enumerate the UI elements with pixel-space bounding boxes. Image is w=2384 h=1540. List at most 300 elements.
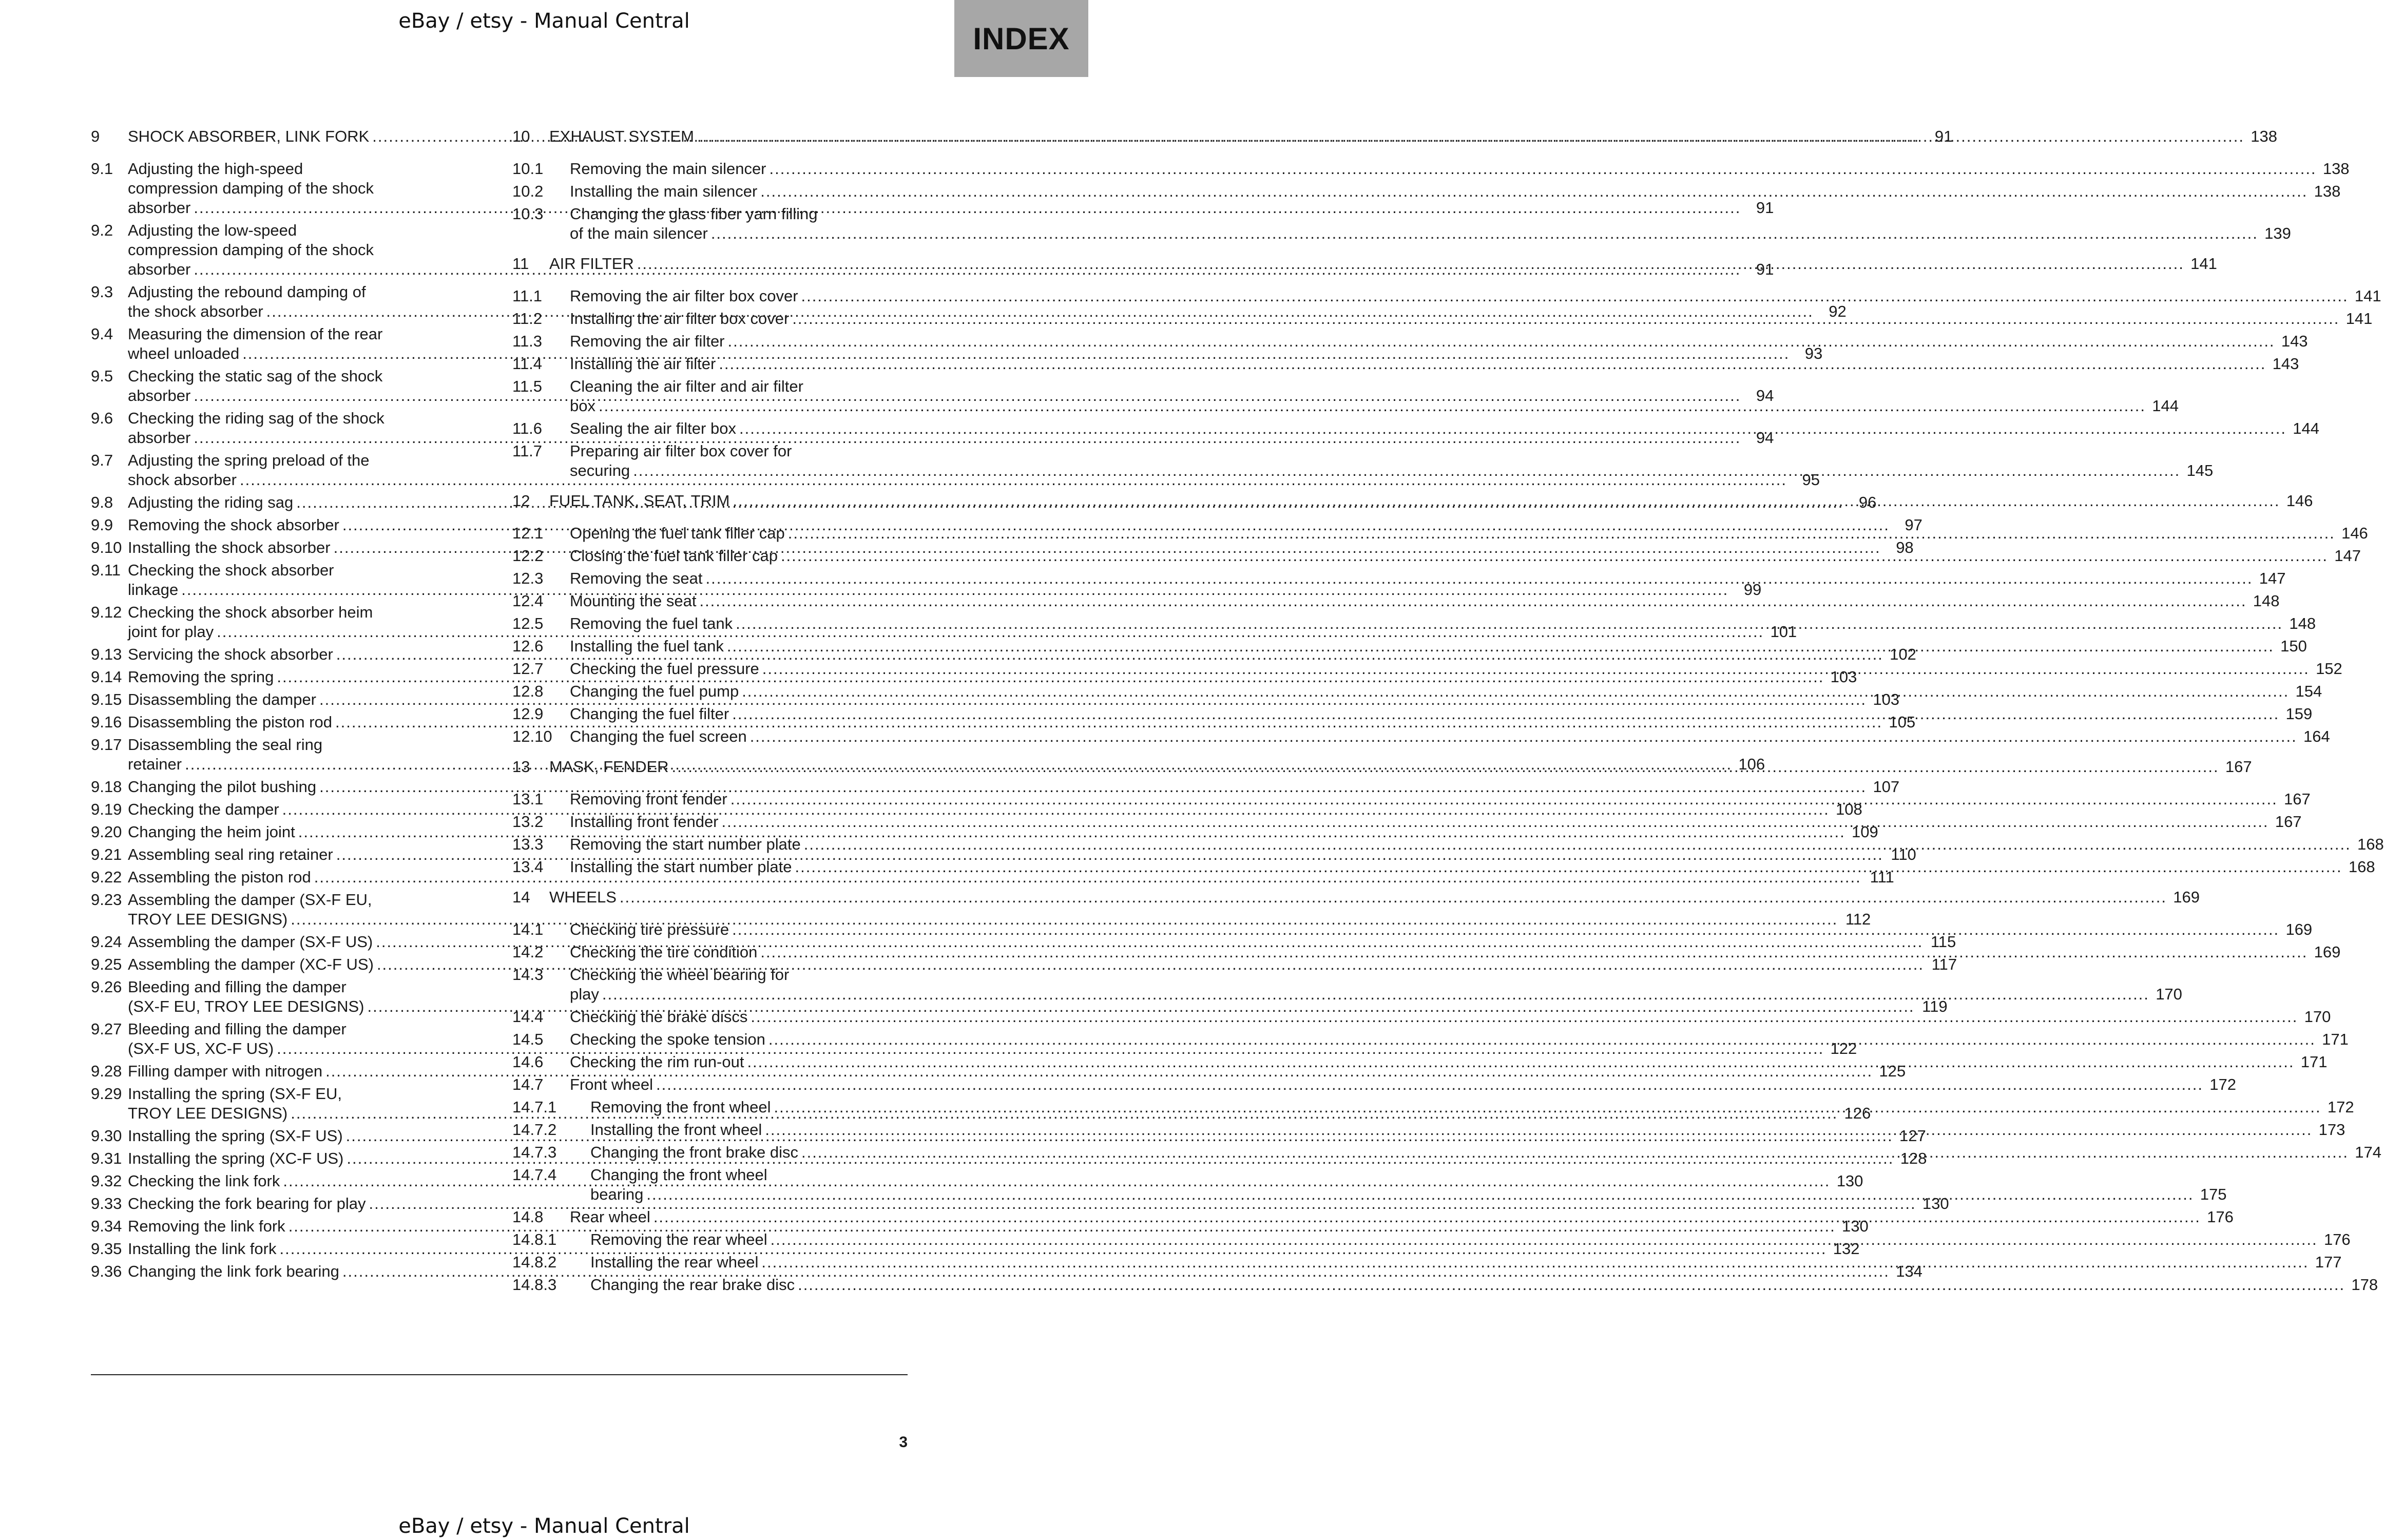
entry-number: 12.8 xyxy=(512,682,544,700)
entry-page: 145 xyxy=(2186,461,2214,479)
entry-title-line: Preparing air filter box cover for xyxy=(570,442,792,460)
dot-leader xyxy=(699,591,2246,611)
dot-leader xyxy=(672,758,2219,776)
dot-leader xyxy=(730,790,2278,809)
section-title: WHEELS xyxy=(549,888,617,906)
entry-title: Removing the main silencer xyxy=(570,160,766,178)
entry-page: 170 xyxy=(2304,1008,2331,1026)
entry-number: 13.2 xyxy=(512,813,544,831)
entry-number: 11.6 xyxy=(512,419,543,437)
entry-title-line: Measuring the dimension of the rear xyxy=(128,325,383,343)
entry-number: 14.7.3 xyxy=(512,1143,557,1161)
entry-title: Removing the fuel tank xyxy=(570,614,733,632)
section-page: 141 xyxy=(2190,255,2217,273)
entry-number: 9.25 xyxy=(91,955,122,973)
entry-page: 134 xyxy=(1896,1262,1922,1280)
entry-page: 103 xyxy=(1830,668,1857,686)
entry-number: 10.3 xyxy=(512,205,544,223)
entry-title-line: Changing the glass fiber yarn filling xyxy=(570,205,818,223)
entry-number: 11.3 xyxy=(512,332,543,350)
entry-title: Checking the rim run-out xyxy=(570,1053,744,1071)
toc-entry[interactable] xyxy=(91,777,1900,797)
entry-number: 12.1 xyxy=(512,524,544,542)
entry-title: Checking the link fork xyxy=(128,1172,280,1190)
section-title: AIR FILTER xyxy=(549,255,634,273)
entry-number: 12.6 xyxy=(512,637,544,655)
entry-number: 9.22 xyxy=(91,868,122,886)
entry-title: Disassembling the piston rod xyxy=(128,713,333,731)
section-page: 91 xyxy=(1934,127,1953,145)
entry-title: Installing the air filter xyxy=(570,355,716,373)
entry-title: Adjusting the riding sag xyxy=(128,493,294,511)
entry-title: Checking the damper xyxy=(128,800,279,818)
entry-title-line: Adjusting the high-speed xyxy=(128,160,303,178)
entry-title: Removing the air filter box cover xyxy=(570,287,798,305)
dot-leader xyxy=(732,704,2279,724)
entry-number: 14.8.2 xyxy=(512,1253,557,1271)
entry-title-line: Bleeding and filling the damper xyxy=(128,978,347,996)
entry-title: Installing the fuel tank xyxy=(570,637,724,655)
dot-leader xyxy=(792,309,2339,329)
watermark-top: eBay / etsy - Manual Central xyxy=(398,9,690,33)
entry-title: Removing the link fork xyxy=(128,1217,285,1235)
toc-entry[interactable] xyxy=(512,727,2330,746)
entry-number: 14.3 xyxy=(512,966,544,984)
entry-page: 91 xyxy=(1756,199,1774,217)
entry-title: Installing the start number plate xyxy=(570,858,792,876)
entry-page: 176 xyxy=(2207,1208,2234,1226)
section-title: EXHAUST SYSTEM xyxy=(549,127,694,145)
entry-number: 9.10 xyxy=(91,538,122,556)
toc-entry[interactable] xyxy=(512,965,2182,1004)
entry-number: 14.7 xyxy=(512,1075,544,1093)
entry-title: the shock absorber xyxy=(128,302,263,320)
entry-title-row xyxy=(570,1075,2237,1094)
entry-title: Changing the fuel screen xyxy=(570,727,747,745)
entry-page: 130 xyxy=(1922,1195,1949,1212)
index-tab[interactable]: INDEX xyxy=(954,0,1088,77)
entry-page: 147 xyxy=(2259,569,2286,587)
toc-entry[interactable] xyxy=(512,159,2350,179)
entry-page: 169 xyxy=(2285,920,2313,938)
entry-page: 94 xyxy=(1756,429,1774,447)
entry-number: 9.6 xyxy=(91,409,113,427)
entry-number: 9.16 xyxy=(91,713,122,731)
entry-number: 14.1 xyxy=(512,920,544,938)
entry-title: Changing the front brake disc xyxy=(590,1143,798,1161)
entry-number: 9.30 xyxy=(91,1127,122,1145)
page-number: 3 xyxy=(899,1434,908,1451)
entry-number: 14.7.1 xyxy=(512,1098,557,1116)
entry-text xyxy=(570,159,2350,179)
entry-page: 130 xyxy=(1842,1217,1869,1235)
entry-page: 150 xyxy=(2280,637,2307,655)
entry-text xyxy=(570,1007,2331,1027)
toc-entry[interactable] xyxy=(512,182,2341,201)
entry-number: 10.1 xyxy=(512,160,544,178)
entry-page: 92 xyxy=(1829,302,1847,320)
entry-title-line: Adjusting the spring preload of the xyxy=(128,451,370,469)
entry-title: Assembling the damper (SX-F US) xyxy=(128,933,373,951)
entry-title-row xyxy=(570,920,2313,939)
entry-page: 146 xyxy=(2341,524,2368,542)
entry-title: Assembling the piston rod xyxy=(128,868,311,886)
entry-title: of the main silencer xyxy=(570,224,708,242)
entry-number: 14.8.3 xyxy=(512,1276,557,1294)
entry-number: 9.3 xyxy=(91,283,113,301)
entry-number: 9.8 xyxy=(91,493,113,511)
entry-title-line: Bleeding and filling the damper xyxy=(128,1020,347,1038)
dot-leader xyxy=(747,1052,2294,1072)
dot-leader xyxy=(732,920,2279,939)
entry-title: box xyxy=(570,397,595,415)
dot-leader xyxy=(733,492,2280,510)
entry-page: 103 xyxy=(1873,690,1900,708)
entry-page: 178 xyxy=(2351,1276,2378,1294)
toc-entry[interactable] xyxy=(512,286,2381,306)
entry-page: 177 xyxy=(2315,1253,2342,1271)
entry-page: 106 xyxy=(1738,755,1765,773)
entry-text xyxy=(570,332,2308,351)
toc-entry[interactable] xyxy=(512,1275,2378,1295)
entry-title-line: Checking the shock absorber heim xyxy=(128,603,373,621)
toc-entry[interactable] xyxy=(512,591,2280,611)
entry-number: 13.1 xyxy=(512,790,544,808)
dot-leader xyxy=(795,857,2342,877)
entry-page: 97 xyxy=(1905,516,1922,534)
toc-entry[interactable] xyxy=(512,1007,2331,1027)
entry-title-line: Checking the static sag of the shock xyxy=(128,367,383,385)
entry-number: 10.2 xyxy=(512,182,544,200)
entry-title-row xyxy=(570,727,2330,746)
entry-title: Removing the seat xyxy=(570,569,703,587)
entry-title: Servicing the shock absorber xyxy=(128,645,333,663)
entry-page: 91 xyxy=(1756,260,1774,278)
dot-leader xyxy=(774,1098,2321,1117)
entry-title: Installing the front wheel xyxy=(590,1121,762,1139)
entry-title-row xyxy=(128,777,1900,797)
entry-page: 138 xyxy=(2322,160,2350,178)
entry-title-row xyxy=(570,569,2286,588)
dot-leader xyxy=(739,419,2286,438)
entry-number: 14.4 xyxy=(512,1008,544,1026)
entry-title: joint for play xyxy=(128,623,214,641)
dot-leader xyxy=(750,727,2297,746)
entry-page: 172 xyxy=(2327,1098,2354,1116)
section-page: 146 xyxy=(2286,492,2313,510)
entry-page: 176 xyxy=(2323,1230,2351,1248)
entry-title-row xyxy=(590,1275,2378,1295)
entry-number: 9.29 xyxy=(91,1085,122,1103)
entry-number: 9.26 xyxy=(91,978,122,996)
entry-title: bearing xyxy=(590,1185,644,1203)
entry-number: 9.32 xyxy=(91,1172,122,1190)
entry-page: 167 xyxy=(2275,813,2302,831)
dot-leader xyxy=(653,1207,2201,1227)
entry-title: Removing the air filter xyxy=(570,332,725,350)
dot-leader xyxy=(801,286,2349,306)
entry-title: TROY LEE DESIGNS) xyxy=(128,910,288,928)
entry-page: 94 xyxy=(1756,387,1774,405)
dot-leader xyxy=(620,888,2167,907)
entry-page: 93 xyxy=(1804,344,1823,362)
dot-leader xyxy=(656,1075,2203,1094)
entry-page: 96 xyxy=(1858,493,1877,511)
section-page: 169 xyxy=(2173,888,2200,906)
entry-number: 12.2 xyxy=(512,547,544,565)
entry-title-row xyxy=(128,1194,1949,1214)
entry-page: 125 xyxy=(1879,1062,1906,1080)
dot-leader xyxy=(736,614,2283,633)
section-title: SHOCK ABSORBER, LINK FORK xyxy=(128,127,370,145)
dot-leader xyxy=(761,1253,2309,1272)
entry-number: 11.2 xyxy=(512,310,543,328)
section-title-line xyxy=(549,492,2313,510)
entry-number: 9.17 xyxy=(91,736,122,754)
entry-page: 95 xyxy=(1802,471,1820,489)
entry-number: 14.7.4 xyxy=(512,1166,557,1184)
entry-title: Rear wheel xyxy=(570,1208,650,1226)
section-title-line xyxy=(549,758,2252,776)
entry-title: Removing the shock absorber xyxy=(128,516,339,534)
dot-leader xyxy=(770,159,2317,179)
entry-number: 9.31 xyxy=(91,1149,122,1167)
entry-title: Changing the rear brake disc xyxy=(590,1276,795,1294)
entry-number: 9.28 xyxy=(91,1062,122,1080)
entry-title-row xyxy=(570,985,2182,1004)
entry-number: 14.5 xyxy=(512,1030,544,1048)
entry-title: shock absorber xyxy=(128,471,237,489)
section-number: 10 xyxy=(512,127,530,145)
entry-number: 9.21 xyxy=(91,845,122,863)
entry-title: Checking the fork bearing for play xyxy=(128,1195,366,1212)
entry-number: 9.5 xyxy=(91,367,113,385)
entry-title-row xyxy=(128,580,1762,600)
entry-number: 9.9 xyxy=(91,516,113,534)
entry-page: 130 xyxy=(1836,1172,1863,1190)
entry-title: Removing the spring xyxy=(128,668,274,686)
entry-number: 9.1 xyxy=(91,160,113,178)
entry-page: 167 xyxy=(2284,790,2311,808)
entry-title: Installing the air filter box cover xyxy=(570,310,790,328)
entry-title-line: Installing the spring (SX-F EU, xyxy=(128,1085,342,1103)
dot-leader xyxy=(781,546,2328,566)
entry-number: 9.35 xyxy=(91,1240,122,1258)
entry-page: 148 xyxy=(2253,592,2280,610)
entry-title: Checking the brake discs xyxy=(570,1008,748,1026)
section-number: 11 xyxy=(512,255,529,273)
entry-number: 11.5 xyxy=(512,377,543,395)
entry-page: 108 xyxy=(1835,800,1862,818)
entry-title: Checking the tire condition xyxy=(570,943,758,961)
dot-leader xyxy=(697,127,2244,146)
entry-title: Changing the link fork bearing xyxy=(128,1262,339,1280)
dot-leader xyxy=(788,524,2335,543)
section-number: 14 xyxy=(512,888,530,906)
entry-page: 144 xyxy=(2293,419,2320,437)
dot-leader xyxy=(771,1230,2318,1249)
entry-text xyxy=(570,591,2280,611)
entry-text xyxy=(570,354,2299,374)
entry-number: 13.3 xyxy=(512,835,544,853)
entry-title-row xyxy=(128,868,1894,887)
entry-title: absorber xyxy=(128,387,191,405)
entry-title: Checking tire pressure xyxy=(570,920,729,938)
entry-page: 141 xyxy=(2345,310,2373,328)
dot-leader xyxy=(801,1143,2349,1162)
dot-leader xyxy=(599,396,2146,416)
entry-text xyxy=(570,965,2182,1004)
entry-title: Changing the pilot bushing xyxy=(128,778,317,796)
section-title: FUEL TANK, SEAT, TRIM xyxy=(549,492,730,510)
entry-title-row xyxy=(128,800,1862,819)
entry-number: 14.2 xyxy=(512,943,544,961)
entry-page: 154 xyxy=(2295,682,2322,700)
entry-text xyxy=(570,569,2286,588)
entry-number: 13.4 xyxy=(512,858,544,876)
entry-page: 168 xyxy=(2357,835,2384,853)
entry-title: Installing the main silencer xyxy=(570,182,758,200)
entry-page: 105 xyxy=(1889,713,1916,731)
entry-number: 14.8.1 xyxy=(512,1230,557,1248)
entry-text xyxy=(570,182,2341,201)
entry-number: 9.4 xyxy=(91,325,113,343)
entry-title-row xyxy=(570,1007,2331,1027)
entry-title-row xyxy=(128,845,1916,864)
entry-title-line: Checking the riding sag of the shock xyxy=(128,409,384,427)
entry-title-row xyxy=(570,354,2299,374)
section-title-line xyxy=(549,255,2217,273)
entry-title-row xyxy=(128,344,1823,363)
entry-title: retainer xyxy=(128,755,182,773)
entry-page: 144 xyxy=(2152,397,2179,415)
entry-page: 132 xyxy=(1833,1240,1860,1258)
entry-page: 141 xyxy=(2354,287,2381,305)
entry-title: Installing the spring (XC-F US) xyxy=(128,1149,344,1167)
entry-page: 148 xyxy=(2289,614,2316,632)
entry-title: Mounting the seat xyxy=(570,592,697,610)
entry-number: 12.3 xyxy=(512,569,544,587)
entry-title: securing xyxy=(570,461,630,479)
entry-number: 9.24 xyxy=(91,933,122,951)
entry-page: 152 xyxy=(2316,660,2342,678)
entry-title-row xyxy=(570,591,2280,611)
entry-page: 109 xyxy=(1852,823,1878,841)
toc-entry[interactable] xyxy=(512,920,2313,939)
entry-text xyxy=(128,845,1916,864)
entry-title-row xyxy=(570,224,2291,243)
dot-leader xyxy=(768,1030,2316,1049)
entry-text xyxy=(570,920,2313,939)
entry-number: 12.5 xyxy=(512,614,544,632)
entry-text xyxy=(570,727,2330,746)
entry-title: Changing the heim joint xyxy=(128,823,295,841)
toc-entry[interactable] xyxy=(512,1075,2237,1094)
entry-page: 175 xyxy=(2200,1185,2227,1203)
toc-entry[interactable] xyxy=(91,868,1894,887)
entry-number: 9.15 xyxy=(91,690,122,708)
entry-title: Filling damper with nitrogen xyxy=(128,1062,323,1080)
dot-leader xyxy=(728,332,2275,351)
entry-page: 139 xyxy=(2264,224,2291,242)
entry-title-line: Checking the wheel bearing for xyxy=(570,966,790,984)
dot-leader xyxy=(711,224,2258,243)
entry-number: 9.33 xyxy=(91,1195,122,1212)
toc-entry[interactable] xyxy=(91,845,1916,864)
toc-section-heading[interactable] xyxy=(512,887,2200,907)
entry-page: 127 xyxy=(1899,1127,1926,1145)
entry-title-line: Cleaning the air filter and air filter xyxy=(570,377,803,395)
entry-page: 172 xyxy=(2209,1075,2237,1093)
entry-title-line: compression damping of the shock xyxy=(128,179,374,197)
entry-title: Checking the spoke tension xyxy=(570,1030,765,1048)
entry-title: Checking the fuel pressure xyxy=(570,660,759,678)
dot-leader xyxy=(646,1185,2194,1204)
entry-text xyxy=(128,1194,1949,1214)
entry-title: Front wheel xyxy=(570,1075,653,1093)
dot-leader xyxy=(765,1120,2312,1140)
entry-title: wheel unloaded xyxy=(128,344,240,362)
entry-number: 12.9 xyxy=(512,705,544,723)
entry-number: 9.12 xyxy=(91,603,122,621)
toc-entry[interactable] xyxy=(512,332,2308,351)
entry-page: 112 xyxy=(1845,910,1871,928)
entry-text xyxy=(128,955,1957,974)
entry-number: 11.7 xyxy=(512,442,543,460)
section-number: 13 xyxy=(512,758,530,776)
entry-number: 9.36 xyxy=(91,1262,122,1280)
toc-entry[interactable] xyxy=(512,569,2286,588)
dot-leader xyxy=(602,985,2149,1004)
entry-page: 101 xyxy=(1770,623,1797,641)
entry-page: 143 xyxy=(2272,355,2299,373)
entry-title: Closing the fuel tank filler cap xyxy=(570,547,778,565)
entry-title-row xyxy=(570,286,2381,306)
entry-title-line: Changing the front wheel xyxy=(590,1166,767,1184)
entry-number: 12.4 xyxy=(512,592,544,610)
footer-divider xyxy=(91,1374,908,1375)
entry-title: Sealing the air filter box xyxy=(570,419,736,437)
entry-title: absorber xyxy=(128,260,191,278)
entry-page: 170 xyxy=(2156,985,2182,1003)
dot-leader xyxy=(798,1275,2345,1295)
entry-title-line: Adjusting the rebound damping of xyxy=(128,283,366,301)
entry-page: 174 xyxy=(2355,1143,2382,1161)
toc-entry[interactable] xyxy=(512,354,2299,374)
entry-title: Changing the fuel filter xyxy=(570,705,729,723)
entry-page: 110 xyxy=(1891,845,1916,863)
dot-leader xyxy=(705,569,2253,588)
entry-number: 9.23 xyxy=(91,891,122,909)
entry-page: 115 xyxy=(1930,933,1956,951)
toc-entry[interactable] xyxy=(91,800,1862,819)
entry-page: 147 xyxy=(2334,547,2361,565)
entry-title-row xyxy=(128,955,1957,974)
dot-leader xyxy=(804,835,2351,854)
section-page: 138 xyxy=(2251,127,2277,145)
entry-title: Disassembling the damper xyxy=(128,690,317,708)
toc-entry[interactable] xyxy=(91,1194,1949,1214)
entry-title-line: Assembling the damper (SX-F EU, xyxy=(128,891,372,909)
section-number: 12 xyxy=(512,492,530,510)
entry-title-row xyxy=(128,997,1948,1016)
section-title-line xyxy=(549,888,2200,907)
entry-title: Removing the front wheel xyxy=(590,1098,771,1116)
entry-title-line: Checking the shock absorber xyxy=(128,561,334,579)
entry-number: 11.4 xyxy=(512,355,543,373)
entry-title: Removing the rear wheel xyxy=(590,1230,767,1248)
toc-entry[interactable] xyxy=(91,955,1957,974)
